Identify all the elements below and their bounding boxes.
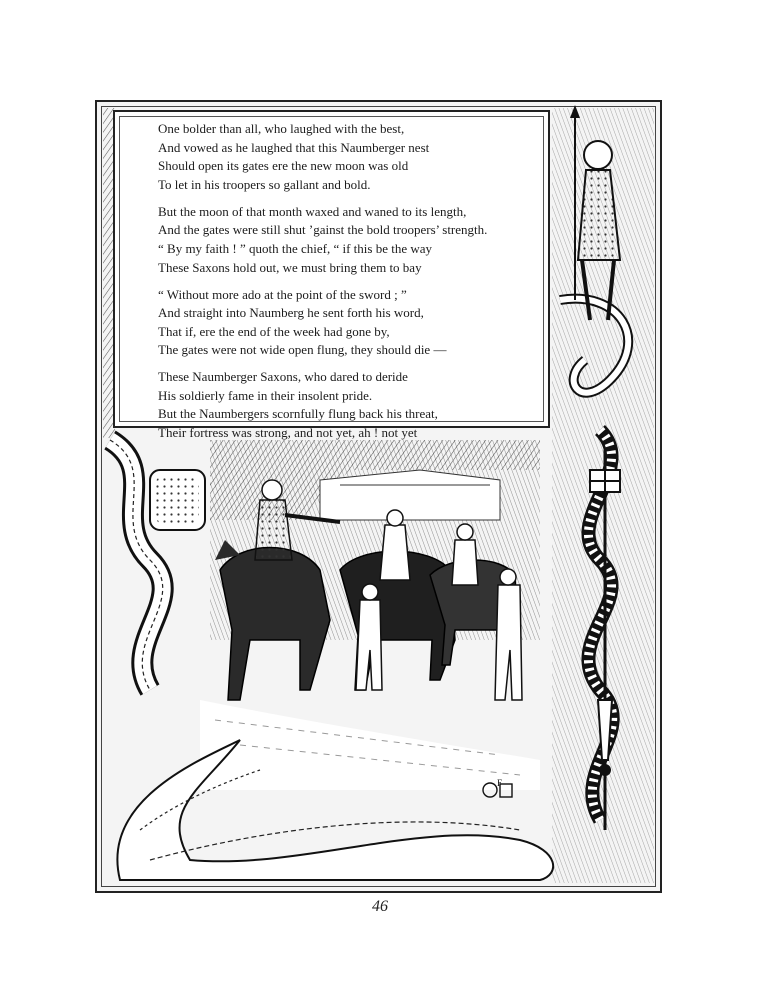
poem-line: But the Naumbergers scornfully flung back his threat,	[158, 406, 438, 422]
poem-line: These Saxons hold out, we must bring them to bay	[158, 259, 422, 275]
stanza	[158, 368, 548, 442]
poem-line: But the moon of that month waxed and waned to its length,	[158, 203, 467, 219]
poem-line: Their fortress was strong, and not yet, ah ! not yet	[158, 425, 418, 441]
monogram-letter: F	[497, 778, 503, 788]
poem-line: Should open its gates ere the new moon was old	[158, 158, 409, 174]
poem-line: These Naumberger Saxons, who dared to deride	[158, 369, 408, 385]
poem-line: The gates were not wide open flung, they should die —	[158, 342, 447, 358]
stanza	[158, 120, 548, 194]
page-number: 46	[372, 898, 388, 915]
poem-text	[158, 120, 548, 451]
poem-line: And the gates were still shut ’gainst the bold troopers’ strength.	[158, 222, 488, 238]
stanza	[158, 203, 548, 277]
poem-line: “ Without more ado at the point of the sword ; ”	[158, 286, 407, 302]
poem-line: And vowed as he laughed that this Naumberger nest	[158, 139, 430, 155]
poem-line: And straight into Naumberg he sent forth his word,	[158, 305, 424, 321]
stanza	[158, 286, 548, 360]
poem-line: That if, ere the end of the week had gone by,	[158, 323, 390, 339]
cavalry-scene	[200, 440, 540, 790]
poem-line: “ By my faith ! ” quoth the chief, “ if this be the way	[158, 240, 433, 256]
poem-line: His soldierly fame in their insolent pride.	[158, 387, 373, 403]
poem-line: To let in his troopers so gallant and bold.	[158, 176, 371, 192]
poem-line: One bolder than all, who laughed with the best,	[158, 121, 405, 136]
